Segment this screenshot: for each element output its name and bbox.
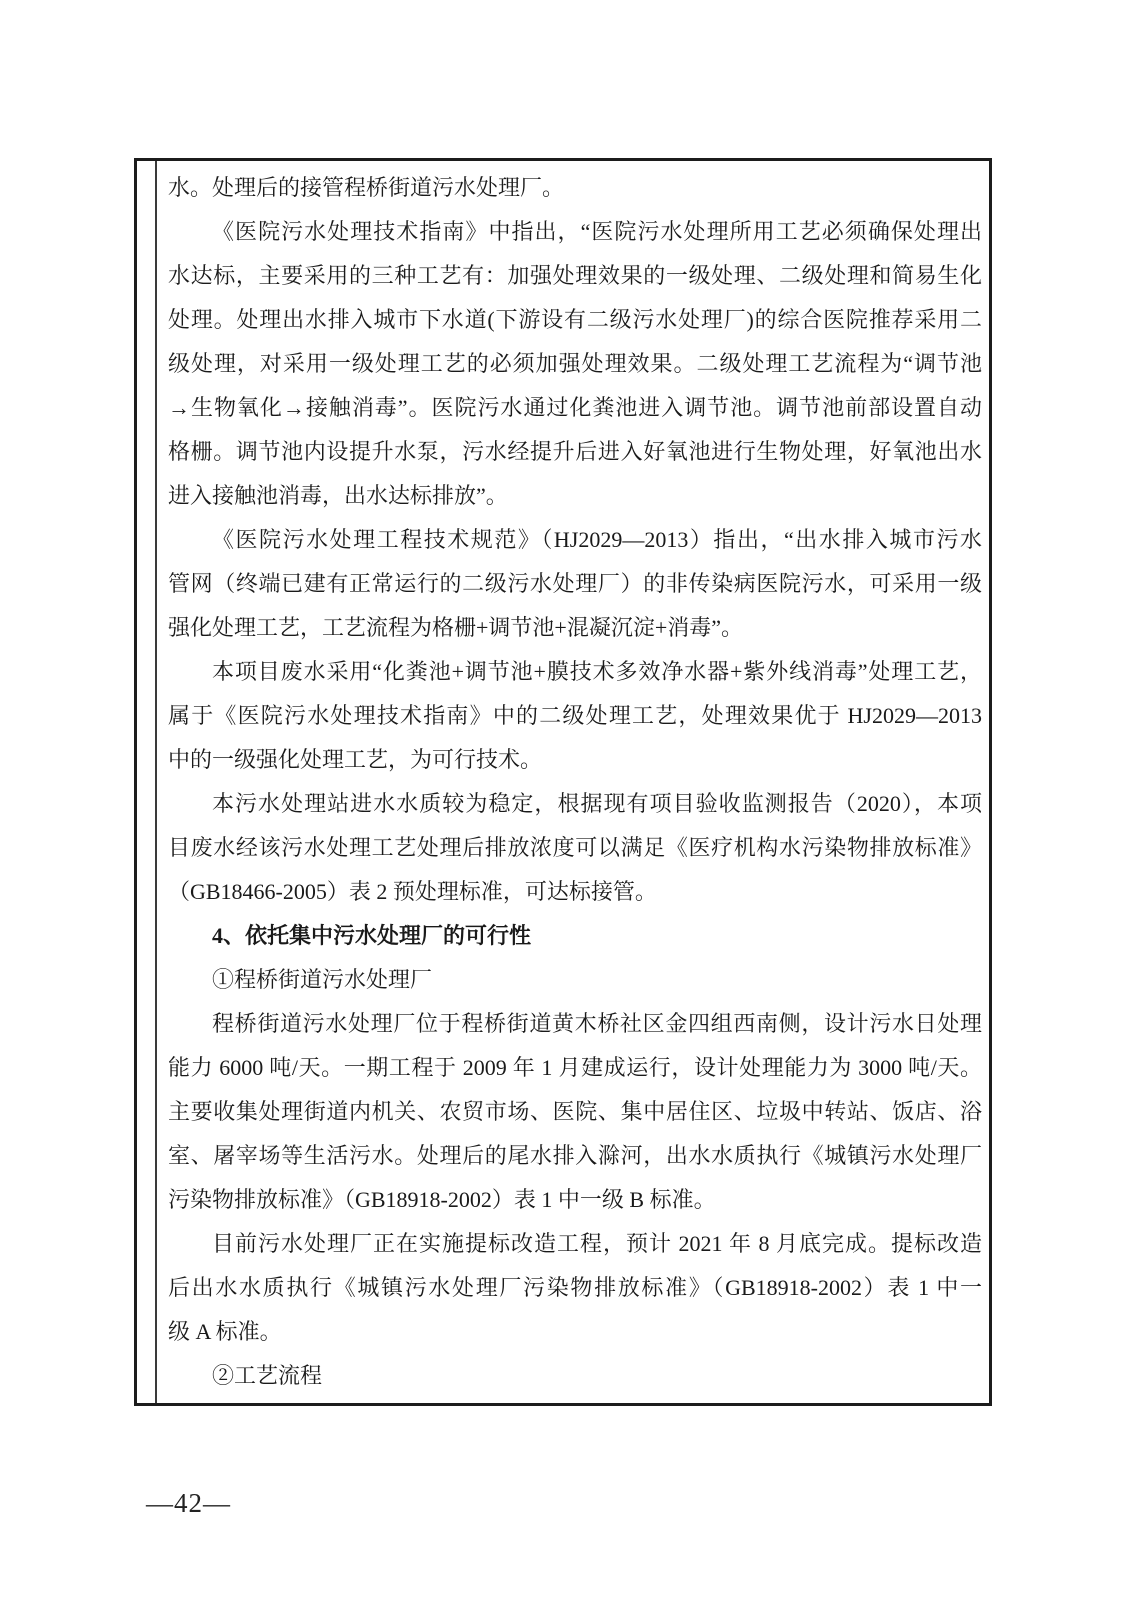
paragraph — [168, 958, 982, 1002]
paragraph — [168, 782, 982, 914]
text-line: 能力 6000 吨/天。一期工程于 2009 年 1 月建成运行，设计处理能力为 3000 吨/天。 — [168, 1055, 982, 1080]
table-left-column-divider — [155, 161, 157, 1403]
text-line: 级处理，对采用一级处理工艺的必须加强处理效果。二级处理工艺流程为“调节池 — [168, 351, 982, 376]
text-line: 程桥街道污水处理厂位于程桥街道黄木桥社区金四组西南侧，设计污水日处理 — [212, 1011, 982, 1036]
paragraph — [168, 518, 982, 650]
page-number: —42— — [146, 1488, 231, 1518]
text-line: 《医院污水处理工程技术规范》（HJ2029—2013）指出，“出水排入城市污水 — [212, 527, 982, 552]
text-line: 管网（终端已建有正常运行的二级污水处理厂）的非传染病医院污水，可采用一级 — [168, 571, 982, 596]
text-line: 目废水经该污水处理工艺处理后排放浓度可以满足《医疗机构水污染物排放标准》 — [168, 835, 982, 860]
text-line: 目前污水处理厂正在实施提标改造工程，预计 2021 年 8 月底完成。提标改造 — [212, 1231, 982, 1256]
paragraph — [168, 166, 982, 210]
text-line: 《医院污水处理技术指南》中指出，“医院污水处理所用工艺必须确保处理出 — [212, 219, 982, 244]
text-line: 格栅。调节池内设提升水泵，污水经提升后进入好氧池进行生物处理，好氧池出水 — [168, 439, 982, 464]
paragraph — [168, 650, 982, 782]
text-line: 属于《医院污水处理技术指南》中的二级处理工艺，处理效果优于 HJ2029—2013 — [168, 703, 982, 728]
text-line: 污染物排放标准》（GB18918-2002）表 1 中一级 B 标准。 — [168, 1187, 716, 1212]
text-line: ①程桥街道污水处理厂 — [212, 967, 433, 992]
text-line: →生物氧化→接触消毒”。医院污水通过化粪池进入调节池。调节池前部设置自动 — [168, 395, 982, 420]
text-line: 主要收集处理街道内机关、农贸市场、医院、集中居住区、垃圾中转站、饭店、浴 — [168, 1099, 982, 1124]
text-line: 进入接触池消毒，出水达标排放”。 — [168, 483, 508, 508]
document-body — [168, 166, 982, 1403]
text-line: 本污水处理站进水水质较为稳定，根据现有项目验收监测报告（2020），本项 — [212, 791, 982, 816]
paragraph — [168, 210, 982, 518]
paragraph — [168, 1222, 982, 1354]
document-table-frame — [134, 158, 992, 1406]
text-line: 处理。处理出水排入城市下水道(下游设有二级污水处理厂)的综合医院推荐采用二 — [168, 307, 982, 332]
section-heading — [168, 914, 982, 958]
text-line: 强化处理工艺，工艺流程为格栅+调节池+混凝沉淀+消毒”。 — [168, 615, 743, 640]
paragraph — [168, 1354, 982, 1398]
text-line: ②工艺流程 — [212, 1363, 323, 1388]
text-line: 级 A 标准。 — [168, 1319, 282, 1344]
text-line: 本项目废水采用“化粪池+调节池+膜技术多效净水器+紫外线消毒”处理工艺， — [212, 659, 982, 684]
paragraph — [168, 1002, 982, 1222]
text-line: 水达标，主要采用的三种工艺有：加强处理效果的一级处理、二级处理和简易生化 — [168, 263, 982, 288]
text-line: 室、屠宰场等生活污水。处理后的尾水排入滁河，出水水质执行《城镇污水处理厂 — [168, 1143, 982, 1168]
text-line: 中的一级强化处理工艺，为可行技术。 — [168, 747, 543, 772]
text-line: 后出水水质执行《城镇污水处理厂污染物排放标准》（GB18918-2002）表 1 中一 — [168, 1275, 982, 1300]
text-line: 4、依托集中污水处理厂的可行性 — [212, 923, 532, 948]
text-line: （GB18466-2005）表 2 预处理标准，可达标接管。 — [168, 879, 657, 904]
text-line: 水。处理后的接管程桥街道污水处理厂。 — [168, 175, 565, 200]
